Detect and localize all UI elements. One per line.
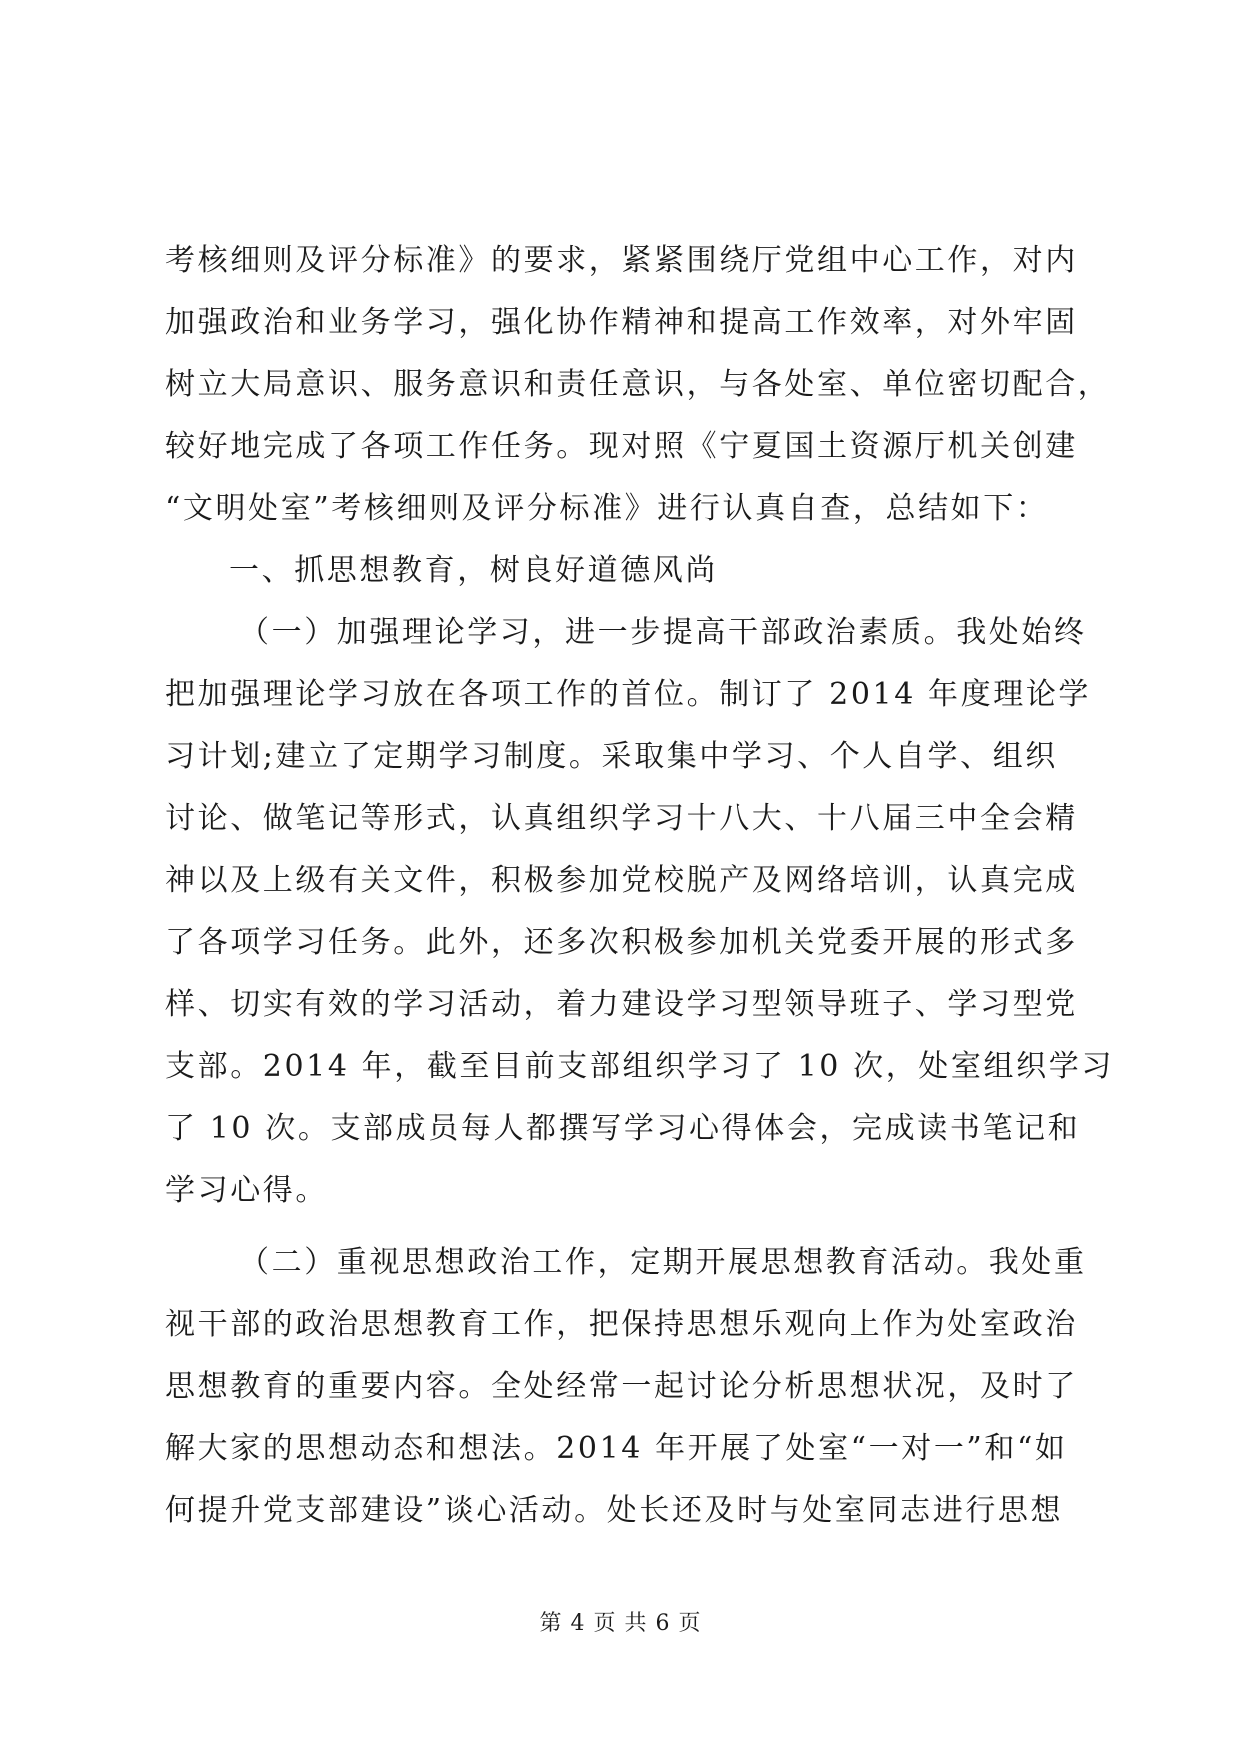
text-line: 讨论、做笔记等形式，认真组织学习十八大、十八届三中全会精 [165,801,1078,836]
document-body [165,230,1114,1542]
paragraph-intro [165,230,1111,540]
paragraph-political-work [165,1232,1085,1542]
text-line: 何提升党支部建设”谈心活动。处长还及时与处室同志进行思想 [165,1493,1064,1528]
text-line: “文明处室”考核细则及评分标准》进行认真自查，总结如下： [165,491,1049,526]
section-heading [165,540,1085,602]
text-line: 支部。2014 年，截至目前支部组织学习了 10 次，处室组织学习 [165,1049,1114,1084]
text-line: （一）加强理论学习，进一步提高干部政治素质。我处始终 [239,615,1087,650]
heading-line: 一、抓思想教育，树良好道德风尚 [229,553,718,588]
page-number: 第 4 页 共 6 页 [539,1611,702,1636]
paragraph-gap [165,1222,1085,1232]
text-line: 了各项学习任务。此外，还多次积极参加机关党委开展的形式多 [165,925,1078,960]
text-line: 学习心得。 [165,1173,328,1208]
text-line: 树立大局意识、服务意识和责任意识，与各处室、单位密切配合， [165,367,1111,402]
page-footer [0,1606,1241,1637]
text-line: 加强政治和业务学习，强化协作精神和提高工作效率，对外牢固 [165,305,1078,340]
text-line: 考核细则及评分标准》的要求，紧紧围绕厅党组中心工作，对内 [165,243,1078,278]
paragraph-theory-study [165,602,1114,1222]
text-line: 神以及上级有关文件，积极参加党校脱产及网络培训，认真完成 [165,863,1078,898]
text-line: 了 10 次。支部成员每人都撰写学习心得体会，完成读书笔记和 [165,1111,1081,1146]
text-line: 样、切实有效的学习活动，着力建设学习型领导班子、学习型党 [165,987,1078,1022]
text-line: 视干部的政治思想教育工作，把保持思想乐观向上作为处室政治 [165,1307,1078,1342]
text-line: 解大家的思想动态和想法。2014 年开展了处室“一对一”和“如 [165,1431,1068,1466]
text-line: 习计划;建立了定期学习制度。采取集中学习、个人自学、组织 [165,739,1058,774]
text-line: 思想教育的重要内容。全处经常一起讨论分析思想状况，及时了 [165,1369,1078,1404]
text-line: 较好地完成了各项工作任务。现对照《宁夏国土资源厅机关创建 [165,429,1078,464]
text-line: 把加强理论学习放在各项工作的首位。制订了 2014 年度理论学 [165,677,1092,712]
text-line: （二）重视思想政治工作，定期开展思想教育活动。我处重 [239,1245,1087,1280]
